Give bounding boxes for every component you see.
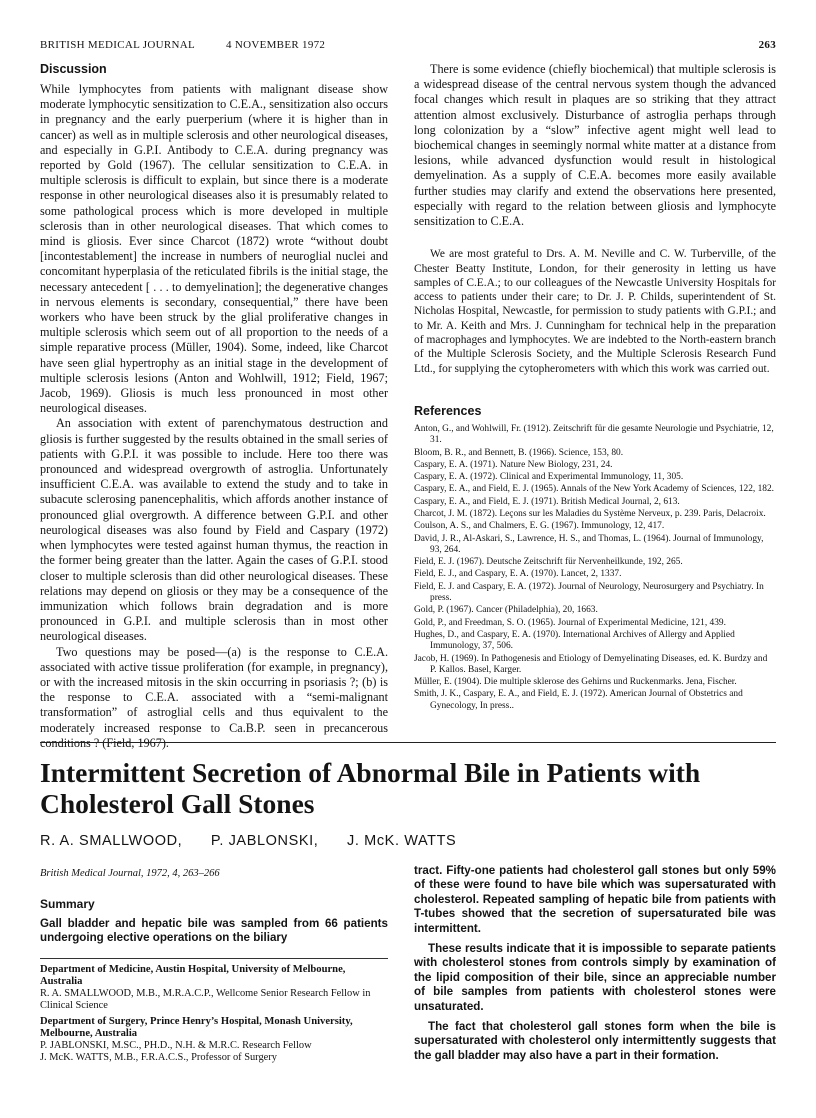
summary-heading: Summary — [40, 897, 95, 911]
reference-item: Müller, E. (1904). Die multiple sklerose des Gehirns und Ruckenmarks. Jena, Fischer. — [414, 677, 737, 688]
section-divider — [40, 742, 776, 743]
reference-item: Gold, P., and Freedman, S. O. (1965). Journal of Experimental Medicine, 121, 439. — [414, 617, 726, 628]
reference-item: Gold, P. (1967). Cancer (Philadelphia), 20, 1663. — [414, 605, 598, 616]
right-column — [414, 62, 776, 713]
page-number: 263 — [758, 39, 776, 51]
reference-item: Charcot, J. M. (1872). Leçons sur les Maladies du Système Nerveux, p. 239. Paris, Delacroix. — [414, 508, 766, 519]
reference-item: David, J. R., Al-Askari, S., Lawrence, H. S., and Thomas, L. (1964). Journal of Immunology, 93, 264. — [414, 533, 764, 555]
acknowledgement: We are most grateful to Drs. A. M. Neville and C. W. Turberville, of the Chester Beatty Institute, London, for their generosity in letting us have samples of C.E.A.; to our colleagues of the Newcastle University Hospitals for access to patients under their care; to Dr. J. P. Childs, superintendent of St. Nicholas Hospital, Newcastle, for permission to study patients with G.P.I.; and to Mr. A. Keith and Mrs. J. Cunningham for technical help in the preparation of macrophages and lymphocytes. We are indebted to the North-eastern branch of the Multiple Sclerosis Society, and the Multiple Sclerosis Research Fund Ltd., for supplying the cytopherometers with which this work was carried out. — [414, 248, 776, 375]
article-title: Intermittent Secretion of Abnormal Bile in Patients with Cholesterol Gall Stones — [40, 757, 701, 819]
reference-item: Caspary, E. A., and Field, E. J. (1971). British Medical Journal, 2, 613. — [414, 496, 680, 507]
summary-left-column — [40, 897, 388, 1067]
reference-item: Caspary, E. A., and Field, E. J. (1965). Annals of the New York Academy of Sciences, 122, 182. — [414, 484, 775, 495]
summary-text: tract. Fifty-one patients had cholesterol gall stones but only 59% of these were found to have bile which was supersaturated with cholesterol. Repeated sampling of hepatic bile from patients with T-tubes showed that the secretion of supersaturated bile was intermittent. — [414, 864, 776, 935]
discussion-heading: Discussion — [40, 62, 107, 76]
reference-item: Anton, G., and Wohlwill, Fr. (1912). Zeitschrift für die gesamte Neurologie und Psychiatrie, 12, 31. — [414, 423, 774, 446]
summary-text: Gall bladder and hepatic bile was sampled from 66 patients undergoing elective operations on the biliary — [40, 917, 388, 945]
reference-item: Caspary, E. A. (1971). Nature New Biology, 231, 24. — [414, 459, 613, 470]
reference-item: Field, E. J. (1967). Deutsche Zeitschrift für Nervenheilkunde, 192, 265. — [414, 557, 683, 568]
author-name: R. A. SMALLWOOD, — [40, 833, 183, 849]
reference-item: Jacob, H. (1969). In Pathogenesis and Etiology of Demyelinating Diseases, ed. K. Burdzy and P. Kallos. Basel, Karger. — [414, 653, 768, 675]
summary-right-column — [414, 864, 776, 1069]
journal-name: BRITISH MEDICAL JOURNAL — [40, 39, 195, 51]
reference-item: Caspary, E. A. (1972). Clinical and Experimental Immunology, 11, 305. — [414, 472, 684, 483]
author-affiliation: R. A. SMALLWOOD, M.B., M.R.A.C.P., Wellcome Senior Research Fellow in Clinical Science — [40, 988, 371, 1012]
reference-item: Bloom, B. R., and Bennett, B. (1966). Science, 153, 80. — [414, 447, 624, 458]
author-list — [40, 833, 480, 849]
reference-item: Field, E. J., and Caspary, E. A. (1970). Lancet, 2, 1337. — [414, 569, 622, 580]
reference-list — [414, 424, 776, 712]
discussion-paragraph-4: There is some evidence (chiefly biochemical) that multiple sclerosis is a widespread disease of the central nervous system though the advanced focal changes which result in plaques are so striking that they attract attention almost exclusively. Disturbance of astroglia perhaps through long colonization by a “slow” infective agent might well lead to biochemical changes in seemingly normal white matter at a distance from lesions, while advanced dysfunction would result in histological demyelination. As a supply of C.E.A. becomes more easily available further studies may clarify and extend the observations here presented, especially with regard to the relation between gliosis and lymphocyte sensitization to C.E.A. — [414, 62, 776, 229]
reference-item: Coulson, A. S., and Chalmers, E. G. (1967). Immunology, 12, 417. — [414, 521, 665, 532]
summary-text: These results indicate that it is impossible to separate patients with cholesterol stones from controls simply by examination of the lipid composition of their bile, since an appreciable number of bile samples from patients with cholesterol stones were unsaturated. — [414, 942, 776, 1013]
references-heading: References — [414, 403, 482, 418]
discussion-paragraph-2: An association with extent of parenchymatous destruction and gliosis is further suggested by the results obtained in the small series of patients with G.P.I. it was possible to include. Here too there was pronounced and widespread overgrowth of astroglia. Unfortunately insufficient C.E.A. was available to extend the study and to take in subacute sclerosing panencephalitis, which affords another instance of pronounced glial overgrowth. A difference between G.P.I. and other neurological diseases was also found by Field and Caspary (1972) when lymphocytes were tested against human thymus, the reaction in the former being greater than the latter. Again the cases of G.P.I. stood closer to multiple sclerosis than did other neurological diseases. These relations may depend on gliosis or they may be a consequence of the immunization which follows brain degradation and is more pronounced in G.P.I. and multiple sclerosis than in most other neurological diseases. — [40, 416, 388, 644]
discussion-paragraph-3: Two questions may be posed—(a) is the response to C.E.A. associated with active tissue proliferation (for example, in pregnancy), or with the increased mitosis in the skin occurring in psoriasis ?; (b) is the response to C.E.A. associated with a “semi-malignant transformation” of astroglial cells and thus equivalent to the moderately increased response to Ca.B.P. seen in precancerous conditions ? (Field, 1967). — [40, 644, 388, 750]
references — [414, 404, 776, 712]
department: Department of Medicine, Austin Hospital, University of Melbourne, Australia — [40, 963, 346, 988]
affiliations — [40, 958, 388, 1065]
department: Department of Surgery, Prince Henry’s Hospital, Monash University, Melbourne, Australia — [40, 1015, 353, 1039]
summary-text: The fact that cholesterol gall stones form when the bile is supersaturated with cholesterol only intermittently suggests that the gall bladder may also have a part in their formation. — [414, 1020, 776, 1062]
author-name: P. JABLONSKI, — [210, 833, 319, 849]
left-column — [40, 62, 388, 751]
article-citation: British Medical Journal, 1972, 4, 263–266 — [40, 868, 220, 879]
author-affiliation: J. McK. WATTS, M.B., F.R.A.C.S., Professor of Surgery — [40, 1052, 277, 1064]
reference-item: Smith, J. K., Caspary, E. A., and Field, E. J. (1972). American Journal of Obstetrics and Gynecology, In press.. — [414, 689, 743, 711]
issue-date: 4 NOVEMBER 1972 — [226, 39, 326, 51]
author-name: J. McK. WATTS — [347, 833, 457, 849]
page-header — [40, 39, 776, 53]
author-affiliation: P. JABLONSKI, M.SC., PH.D., N.H. & M.R.C. Research Fellow — [40, 1040, 312, 1052]
discussion-paragraph-1: While lymphocytes from patients with malignant disease show moderate lymphocytic sensitization to C.E.A., sensitization also occurs in pregnancy and the early puerperium (where it is higher than in cancer) as well as in multiple sclerosis and other neurological diseases, and especially in G.P.I. Antibody to C.E.A. during pregnancy was reported by Gold (1967). The cellular sensitization to C.E.A. in multiple sclerosis is difficult to explain, but since there is a moderate response in other neurological diseases also it is presumably related to some pathological process which is more developed in multiple sclerosis than in other neurological diseases. That which comes to mind is gliosis. Ever since Charcot (1872) wrote “without doubt [incontestablement] the increase in numbers of neuroglial nuclei and concomitant hyperplasia of the reticulated fibrils is the initial stage, the necessary antecedent [ . . . to demyelination]; the degenerative changes in nervous elements is secondary, consequential,” there have been workers who have been struck by the glial proliferative changes in multiple sclerosis which seem out of all proportion to the needs of a simple reparative process (Müller, 1904). Some, indeed, like Charcot have seen glial hypertrophy as an initial stage in the development of multiple sclerosis lesions (Anton and Wohlwill, 1912; Field, 1967; Jacob, 1969). Gliosis is much less pronounced in most other neurological diseases. — [40, 82, 388, 416]
reference-item: Hughes, D., and Caspary, E. A. (1970). International Archives of Allergy and Applied Immunology, 37, 506. — [414, 629, 735, 652]
reference-item: Field, E. J. and Caspary, E. A. (1972). Journal of Neurology, Neurosurgery and Psychiatry. In press. — [414, 581, 764, 604]
